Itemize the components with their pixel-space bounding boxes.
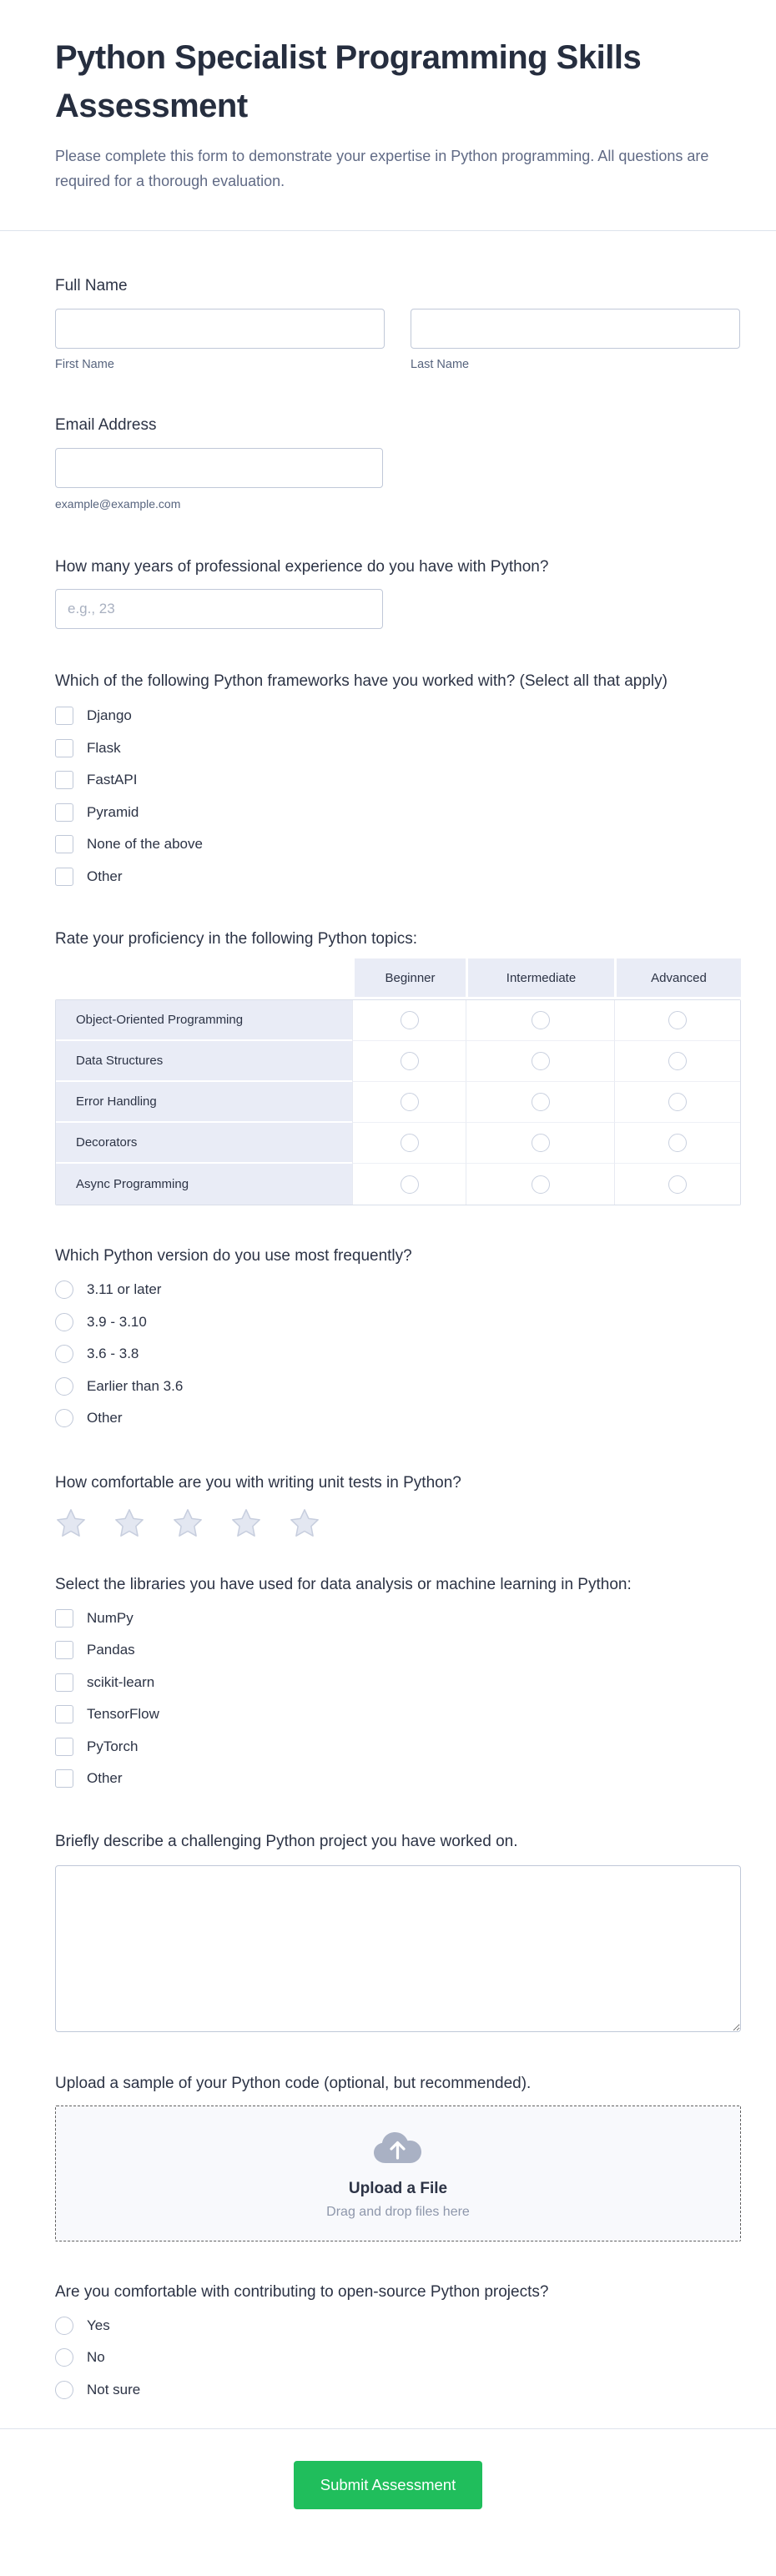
checkbox-option-scikit-learn[interactable]	[55, 1667, 741, 1699]
form-description: Please complete this form to demonstrate your expertise in Python programming. All questions are required for a thorough evaluation.	[55, 148, 709, 189]
matrix-radio[interactable]	[401, 1052, 419, 1070]
matrix-row-label: Decorators	[56, 1123, 352, 1164]
checkbox-option-fastapi[interactable]	[55, 764, 741, 797]
radio-icon[interactable]	[55, 1313, 73, 1331]
matrix-row-label: Object-Oriented Programming	[56, 1000, 352, 1041]
checkbox-option-other-framework[interactable]	[55, 861, 741, 893]
submit-button[interactable]: Submit Assessment	[294, 2461, 482, 2509]
matrix-cell	[466, 1082, 614, 1123]
matrix-cell	[352, 1164, 466, 1205]
option-label: TensorFlow	[87, 1706, 159, 1723]
option-label: No	[87, 2349, 105, 2366]
question-experience	[55, 557, 741, 629]
matrix-radio[interactable]	[668, 1052, 687, 1070]
radio-option-not-sure[interactable]	[55, 2374, 741, 2407]
checkbox-option-pyramid[interactable]	[55, 797, 741, 829]
radio-option-other-version[interactable]	[55, 1402, 741, 1435]
matrix-column-beginner: Beginner	[355, 958, 466, 997]
checkbox-option-pandas[interactable]	[55, 1634, 741, 1667]
question-python-version	[55, 1246, 741, 1435]
matrix-radio[interactable]	[668, 1134, 687, 1152]
email-helper: example@example.com	[55, 497, 181, 511]
matrix-radio[interactable]	[532, 1134, 550, 1152]
question-proficiency-matrix	[55, 929, 741, 1205]
full-name-sublabels	[55, 357, 741, 372]
option-label: NumPy	[87, 1609, 134, 1626]
question-email	[55, 415, 741, 511]
option-label: Other	[87, 1770, 123, 1787]
matrix-cell	[352, 1041, 466, 1082]
star-icon-5[interactable]	[289, 1507, 320, 1539]
radio-icon[interactable]	[55, 2348, 73, 2367]
version-label: Which Python version do you use most frequently?	[55, 1247, 412, 1265]
matrix-radio[interactable]	[532, 1011, 550, 1029]
matrix-cell	[614, 1041, 740, 1082]
radio-option-yes[interactable]	[55, 2310, 741, 2342]
matrix-radio[interactable]	[668, 1093, 687, 1111]
checkbox-icon[interactable]	[55, 1673, 73, 1692]
checkbox-icon[interactable]	[55, 868, 73, 886]
form-body	[0, 276, 776, 2429]
checkbox-icon[interactable]	[55, 803, 73, 822]
project-textarea[interactable]	[55, 1865, 741, 2032]
radio-option-311-or-later[interactable]	[55, 1274, 741, 1306]
option-label: FastAPI	[87, 772, 138, 788]
radio-icon[interactable]	[55, 1280, 73, 1299]
checkbox-icon[interactable]	[55, 1738, 73, 1756]
radio-icon[interactable]	[55, 2317, 73, 2335]
upload-cloud-icon	[367, 2126, 429, 2170]
checkbox-icon[interactable]	[55, 707, 73, 725]
first-name-sublabel: First Name	[55, 358, 114, 371]
email-label: Email Address	[55, 416, 157, 434]
star-icon-3[interactable]	[172, 1507, 204, 1539]
experience-input[interactable]	[55, 589, 383, 629]
full-name-label: Full Name	[55, 277, 128, 294]
option-label: 3.6 - 3.8	[87, 1346, 139, 1362]
proficiency-matrix	[55, 958, 741, 1205]
experience-label: How many years of professional experience do you have with Python?	[55, 558, 549, 576]
checkbox-icon[interactable]	[55, 835, 73, 853]
matrix-radio[interactable]	[668, 1175, 687, 1194]
question-libraries	[55, 1575, 741, 1795]
radio-icon[interactable]	[55, 1377, 73, 1396]
checkbox-option-flask[interactable]	[55, 732, 741, 765]
matrix-radio[interactable]	[401, 1093, 419, 1111]
option-label: Flask	[87, 739, 121, 756]
matrix-label: Rate your proficiency in the following Python topics:	[55, 930, 418, 948]
matrix-radio[interactable]	[668, 1011, 687, 1029]
star-icon-2[interactable]	[113, 1507, 145, 1539]
checkbox-icon[interactable]	[55, 1609, 73, 1628]
matrix-cell	[466, 1123, 614, 1164]
option-label: 3.11 or later	[87, 1281, 162, 1298]
matrix-radio[interactable]	[532, 1175, 550, 1194]
last-name-sublabel: Last Name	[411, 358, 470, 371]
matrix-row-async	[56, 1164, 740, 1205]
radio-icon[interactable]	[55, 1409, 73, 1427]
matrix-cell	[352, 1082, 466, 1123]
upload-hint-text: Drag and drop files here	[326, 2205, 470, 2219]
matrix-cell	[466, 1041, 614, 1082]
matrix-cell	[352, 1000, 466, 1041]
option-label: None of the above	[87, 836, 203, 853]
frameworks-label: Which of the following Python frameworks have you worked with? (Select all that apply)	[55, 672, 668, 690]
upload-label: Upload a sample of your Python code (optional, but recommended).	[55, 2074, 532, 2092]
email-input[interactable]	[55, 448, 383, 488]
form-title: Python Specialist Programming Skills Assessment	[55, 39, 642, 124]
checkbox-icon[interactable]	[55, 1769, 73, 1788]
matrix-row-label: Async Programming	[56, 1164, 352, 1205]
matrix-row-label: Data Structures	[56, 1041, 352, 1082]
checkbox-option-tensorflow[interactable]	[55, 1698, 741, 1731]
form-header	[0, 0, 776, 231]
checkbox-option-pytorch[interactable]	[55, 1731, 741, 1763]
option-label: PyTorch	[87, 1738, 139, 1754]
upload-button-text[interactable]: Upload a File	[348, 2180, 448, 2197]
project-label: Briefly describe a challenging Python project you have worked on.	[55, 1832, 518, 1850]
radio-option-39-310[interactable]	[55, 1306, 741, 1339]
matrix-cell	[614, 1000, 740, 1041]
matrix-radio[interactable]	[401, 1175, 419, 1194]
frameworks-options	[55, 700, 741, 893]
option-label: Other	[87, 1410, 123, 1426]
question-frameworks	[55, 669, 741, 893]
matrix-column-intermediate: Intermediate	[468, 958, 614, 997]
checkbox-icon[interactable]	[55, 739, 73, 757]
matrix-radio[interactable]	[401, 1134, 419, 1152]
radio-icon[interactable]	[55, 1345, 73, 1363]
matrix-cell	[614, 1123, 740, 1164]
option-label: Pandas	[87, 1642, 135, 1658]
option-label: Not sure	[87, 2381, 141, 2397]
unit-tests-label: How comfortable are you with writing unit tests in Python?	[55, 1473, 461, 1492]
option-label: Earlier than 3.6	[87, 1377, 184, 1394]
matrix-row-oop	[56, 1000, 740, 1041]
checkbox-icon[interactable]	[55, 1641, 73, 1659]
submit-area	[0, 2429, 776, 2551]
question-open-source	[55, 2282, 741, 2407]
full-name-inputs	[55, 309, 741, 349]
matrix-cell	[466, 1000, 614, 1041]
checkbox-option-numpy[interactable]	[55, 1602, 741, 1635]
question-project-description	[55, 1832, 741, 2032]
radio-option-earlier-than-36[interactable]	[55, 1371, 741, 1403]
radio-icon[interactable]	[55, 2381, 73, 2399]
option-label: 3.9 - 3.10	[87, 1313, 147, 1330]
question-unit-tests-rating	[55, 1473, 741, 1539]
matrix-header-spacer	[58, 958, 352, 997]
version-options	[55, 1274, 741, 1435]
matrix-cell	[466, 1164, 614, 1205]
matrix-body	[55, 999, 741, 1205]
option-label: Yes	[87, 2317, 110, 2333]
star-icon-4[interactable]	[230, 1507, 262, 1539]
libraries-options	[55, 1602, 741, 1795]
option-label: Other	[87, 868, 123, 884]
option-label: scikit-learn	[87, 1673, 155, 1690]
matrix-radio[interactable]	[532, 1093, 550, 1111]
checkbox-option-none-of-the-above[interactable]	[55, 828, 741, 861]
radio-option-no[interactable]	[55, 2342, 741, 2374]
libraries-label: Select the libraries you have used for data analysis or machine learning in Python:	[55, 1575, 632, 1593]
question-file-upload	[55, 2074, 741, 2241]
file-upload-dropzone[interactable]	[55, 2106, 741, 2241]
first-name-input[interactable]	[55, 309, 385, 349]
question-full-name	[55, 276, 741, 372]
checkbox-option-other-library[interactable]	[55, 1763, 741, 1795]
matrix-cell	[614, 1082, 740, 1123]
matrix-column-advanced: Advanced	[617, 958, 741, 997]
option-label: Pyramid	[87, 803, 139, 820]
matrix-row-error-handling	[56, 1082, 740, 1123]
radio-option-36-38[interactable]	[55, 1338, 741, 1371]
matrix-row-label: Error Handling	[56, 1082, 352, 1123]
checkbox-icon[interactable]	[55, 771, 73, 789]
open-source-options	[55, 2310, 741, 2407]
last-name-input[interactable]	[411, 309, 740, 349]
checkbox-option-django[interactable]	[55, 700, 741, 732]
checkbox-icon[interactable]	[55, 1705, 73, 1723]
star-rating	[55, 1507, 741, 1539]
option-label: Django	[87, 707, 132, 724]
open-source-label: Are you comfortable with contributing to open-source Python projects?	[55, 2282, 549, 2301]
matrix-row-data-structures	[56, 1041, 740, 1082]
matrix-radio[interactable]	[401, 1011, 419, 1029]
matrix-cell	[614, 1164, 740, 1205]
matrix-row-decorators	[56, 1123, 740, 1164]
matrix-header-row	[55, 958, 741, 997]
matrix-cell	[352, 1123, 466, 1164]
star-icon-1[interactable]	[55, 1507, 87, 1539]
matrix-radio[interactable]	[532, 1052, 550, 1070]
